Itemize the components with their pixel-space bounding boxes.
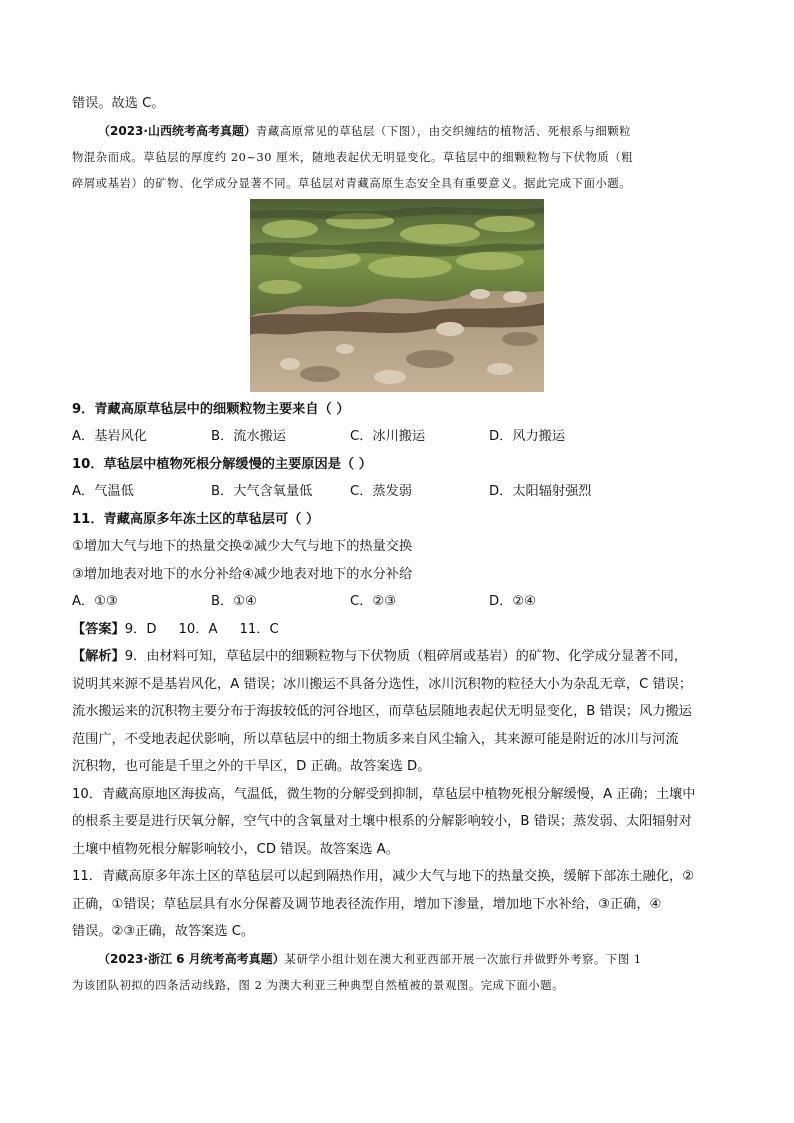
q9-option-d[interactable]: D．风力搬运 [489,429,566,444]
intro-2-source: （2023·浙江 6 月统考高考真题） [98,951,285,966]
analysis-10-line-3: 土壤中植物死根分解影响较小，CD 错误。故答案选 A。 [72,841,399,857]
answer-key [72,616,722,644]
intro-2-line-1 [72,946,722,973]
analysis-10 [72,781,722,864]
analysis-11-line-3: 错误。②③正确，故答案选 C。 [72,924,255,939]
analysis-label: 【解析】 [72,649,125,664]
intro-2-line-2: 为该团队初拟的四条活动线路，图 2 为澳大利亚三种典型自然植被的景观图。完成下面小题。 [72,978,565,992]
intro-2-line-1-text: 某研学小组计划在澳大利亚西部开展一次旅行并做野外考察。下图 1 [284,952,642,966]
q9-option-c[interactable]: C．冰川搬运 [350,429,426,444]
analysis-10-line-1: 10．青藏高原地区海拔高，气温低，微生物的分解受到抑制，草毡层中植物死根分解缓慢，A 正确；土壤中 [72,786,696,802]
question-11-items-line-1: ①增加大气与地下的热量交换②减少大气与地下的热量交换 [72,539,413,554]
previous-answer-tail: 错误。故选 C。 [72,96,165,111]
question-11-options [72,588,722,616]
analysis-9 [72,643,722,781]
q9-option-b[interactable]: B．流水搬运 [211,429,286,444]
q11-option-c[interactable]: C．②③ [350,594,397,609]
analysis-9-text-1: 9．由材料可知，草毡层中的细颗粒物与下伏物质（粗碎屑或基岩）的矿物、化学成分显著不同， [124,649,688,664]
q10-option-d[interactable]: D．太阳辐射强烈 [489,484,592,499]
q10-option-b[interactable]: B．大气含氧量低 [211,484,313,499]
analysis-9-line-2: 说明其来源不是基岩风化，A 错误；冰川搬运不具备分选性，冰川沉积物的粒径大小为杂乱无章，C 错误； [72,676,693,692]
intro-1-line-2: 物混杂而成。草毡层的厚度约 20~30 厘米，随地表起伏无明显变化。草毡层中的细颗粒物与下伏物质（粗 [72,150,634,164]
analysis-10-line-2: 的根系主要是进行厌氧分解，空气中的含氧量对土壤中根系的分解影响较小，B 错误；蒸发弱、太阳辐射对 [72,814,692,829]
grass-felt-layer-photo [250,199,544,392]
q10-option-c[interactable]: C．蒸发弱 [350,484,412,499]
analysis-11 [72,863,722,946]
analysis-9-line-3: 流水搬运来的沉积物主要分布于海拔较低的河谷地区，而草毡层随地表起伏无明显变化，B 错误；风力搬运 [72,704,692,719]
analysis-9-line-1 [72,643,722,671]
intro-1-line-1-text: 青藏高原常见的草毡层（下图），由交织缠结的植物活、死根系与细颗粒 [255,124,632,138]
question-11-stem: 11．青藏高原多年冻土区的草毡层可（ ） [72,511,320,527]
question-10-options [72,478,722,506]
q9-option-a[interactable]: A．基岩风化 [72,429,147,444]
answer-11: 11．C [239,621,279,637]
q11-option-d[interactable]: D．②④ [489,594,536,609]
question-9-stem: 9．青藏高原草毡层中的细颗粒物主要来自（ ） [72,401,350,417]
analysis-9-line-4: 范围广，不受地表起伏影响，所以草毡层中的细土物质多来自风尘输入，其来源可能是附近的冰川与河流 [72,731,679,747]
question-10-stem: 10．草毡层中植物死根分解缓慢的主要原因是（ ） [72,456,372,472]
document-page [72,90,722,999]
question-11-items-line-2: ③增加地表对地下的水分补给④减少地表对地下的水分补给 [72,566,413,582]
question-9-options [72,423,722,451]
answer-10: 10．A [178,621,218,637]
analysis-9-line-5: 沉积物，也可能是千里之外的干旱区，D 正确。故答案选 D。 [72,759,431,774]
intro-1-line-3: 碎屑或基岩）的矿物、化学成分显著不同。草毡层对青藏高原生态安全具有重要意义。据此完成下面小题。 [72,176,632,190]
q11-option-b[interactable]: B．①④ [211,594,257,609]
intro-1-line-1 [72,118,722,145]
grass-felt-photo-illustration [250,199,544,392]
answer-9: 9．D [124,621,157,637]
intro-1-source: （2023·山西统考高考真题） [98,123,256,138]
q10-option-a[interactable]: A．气温低 [72,484,134,499]
analysis-11-line-1: 11．青藏高原多年冻土区的草毡层可以起到隔热作用，减少大气与地下的热量交换，缓解下部冻土融化，② [72,869,695,884]
analysis-11-line-2: 正确，①错误；草毡层具有水分保蓄及调节地表径流作用，增加下渗量，增加地下水补给，③正确，④ [72,896,662,912]
answer-label: 【答案】 [72,621,125,637]
q11-option-a[interactable]: A．①③ [72,594,118,609]
